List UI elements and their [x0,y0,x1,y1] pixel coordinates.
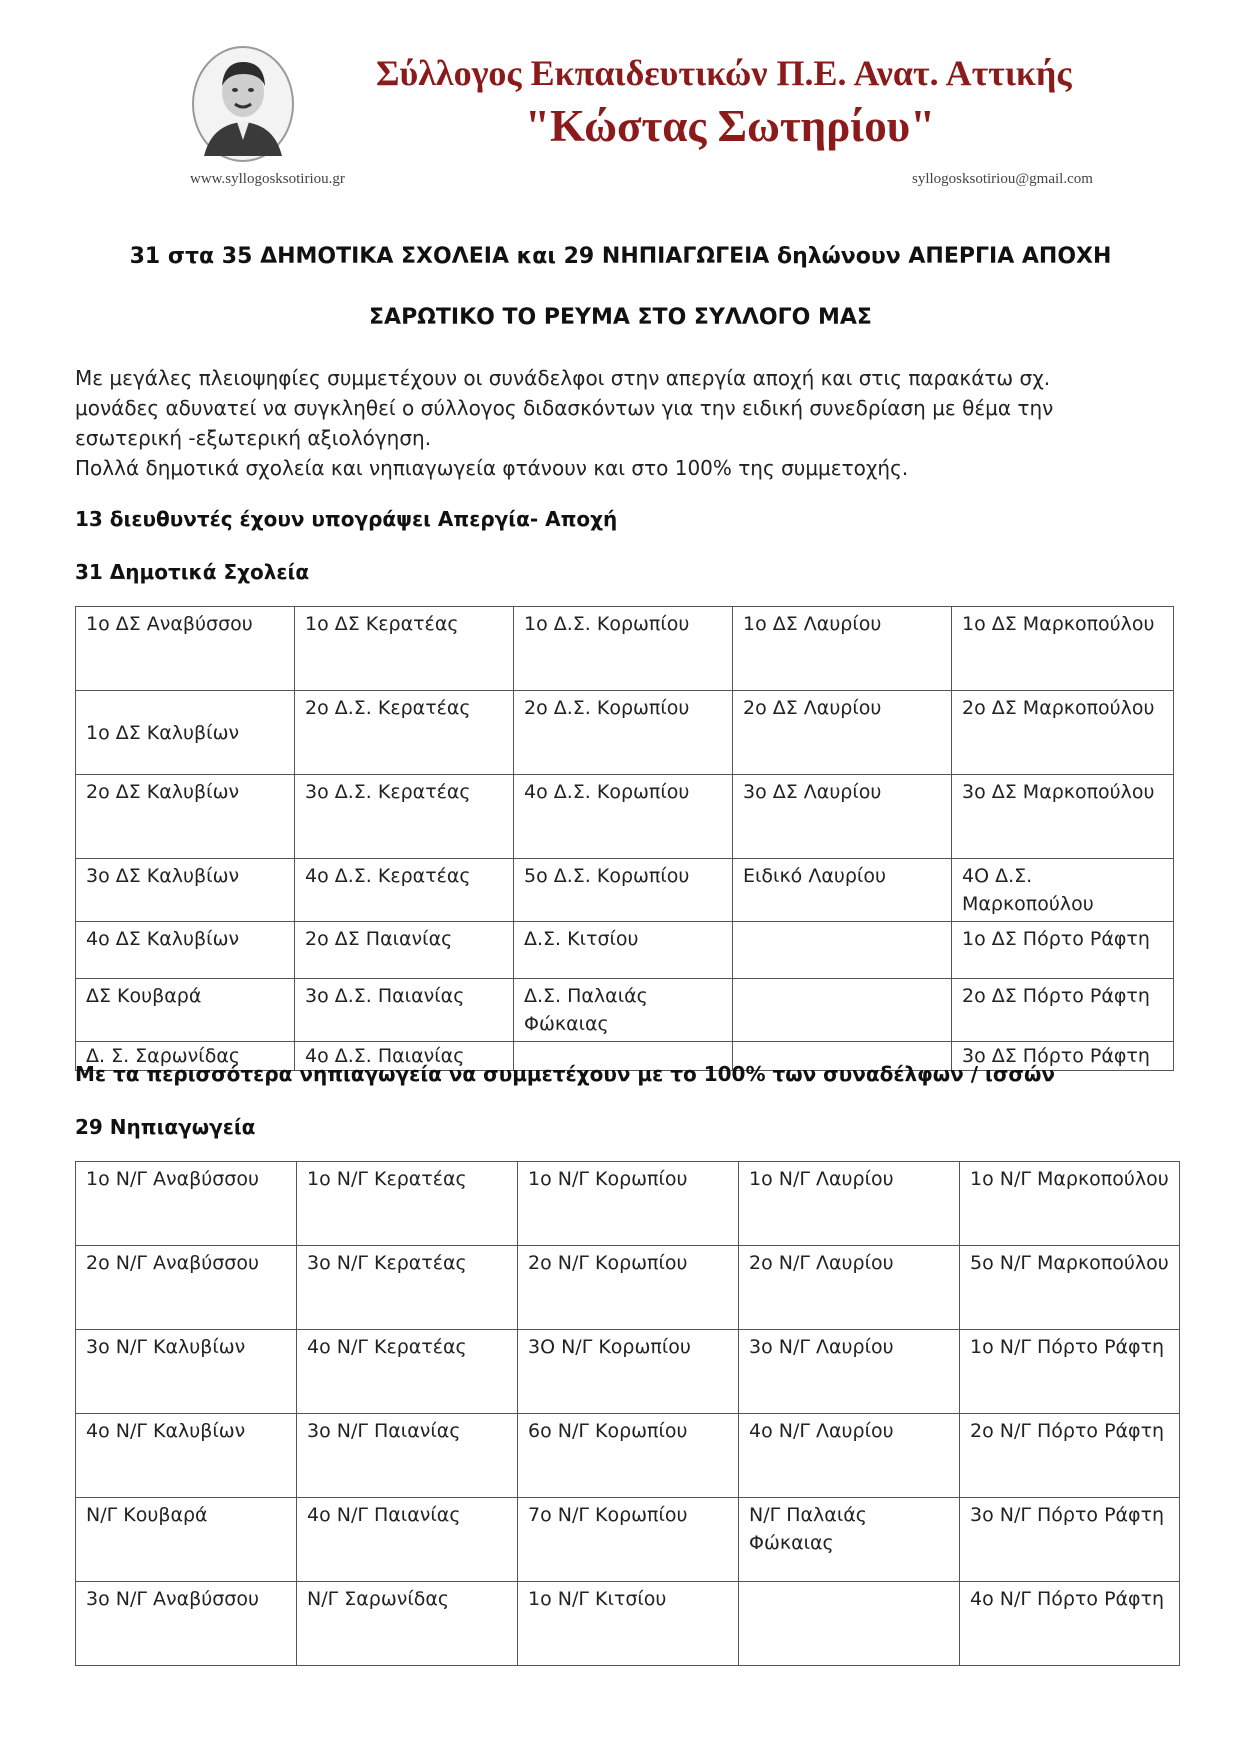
schools-heading: 31 Δημοτικά Σχολεία [75,560,310,584]
table-cell: 3ο ΔΣ Λαυρίου [733,775,952,859]
table-cell: 1ο Ν/Γ Μαρκοπούλου [960,1162,1180,1246]
intro-line: μονάδες αδυνατεί να συγκληθεί ο σύλλογος διδασκόντων για την ειδική συνεδρίαση με θέμα την [75,396,1054,420]
table-cell [733,922,952,979]
table-row [76,1498,1180,1582]
table-cell: 2ο ΔΣ Πόρτο Ράφτη [952,979,1174,1042]
table-cell: 2ο ΔΣ Καλυβίων [76,775,295,859]
table-cell: ΔΣ Κουβαρά [76,979,295,1042]
intro-line: εσωτερική -εξωτερική αξιολόγηση. [75,426,432,450]
table-cell: 2ο Δ.Σ. Κορωπίου [514,691,733,775]
table-cell: 1ο Ν/Γ Λαυρίου [739,1162,960,1246]
table-cell: 4ο Δ.Σ. Παιανίας [295,1042,514,1071]
table-cell: 1ο ΔΣ Λαυρίου [733,607,952,691]
table-cell: 2ο Ν/Γ Αναβύσσου [76,1246,297,1330]
table-cell: 1ο ΔΣ Κερατέας [295,607,514,691]
table-cell: 2ο Ν/Γ Λαυρίου [739,1246,960,1330]
table-cell: 2ο Ν/Γ Κορωπίου [518,1246,739,1330]
table-cell: 1ο ΔΣ Αναβύσσου [76,607,295,691]
table-row [76,1162,1180,1246]
table-cell: Δ. Σ. Σαρωνίδας [76,1042,295,1071]
table-cell: Δ.Σ. Παλαιάς Φώκαιας [514,979,733,1042]
table-cell: 1ο ΔΣ Πόρτο Ράφτη [952,922,1174,979]
table-row [76,859,1174,922]
table-cell: 1ο Ν/Γ Πόρτο Ράφτη [960,1330,1180,1414]
table-cell: 4ο Ν/Γ Πόρτο Ράφτη [960,1582,1180,1666]
table-row [76,1582,1180,1666]
table-row [76,922,1174,979]
table-cell [733,979,952,1042]
intro-line: Πολλά δημοτικά σχολεία και νηπιαγωγεία φτάνουν και στο 100% της συμμετοχής. [75,456,909,480]
table-row [76,691,1174,775]
table-cell: 7ο Ν/Γ Κορωπίου [518,1498,739,1582]
table-cell: 4ο ΔΣ Καλυβίων [76,922,295,979]
table-cell: 6ο Ν/Γ Κορωπίου [518,1414,739,1498]
table-cell: Ειδικό Λαυρίου [733,859,952,922]
website-url[interactable]: www.syllogosksotiriou.gr [190,171,345,187]
table-row [76,1246,1180,1330]
table-cell: Ν/Γ Κουβαρά [76,1498,297,1582]
founder-portrait-logo [190,44,296,164]
table-cell: Ν/Γ Παλαιάς Φώκαιας [739,1498,960,1582]
table-cell: 3ο Δ.Σ. Παιανίας [295,979,514,1042]
table-cell: 3ο Ν/Γ Πόρτο Ράφτη [960,1498,1180,1582]
contact-email[interactable]: syllogosksotiriou@gmail.com [912,171,1093,187]
schools-table [75,606,1174,1071]
table-cell: 4ο Δ.Σ. Κορωπίου [514,775,733,859]
kindergartens-note: Με τα περισσότερα νηπιαγωγεία να συμμετέχουν με το 100% των συναδέλφων / ισσών [75,1062,1055,1086]
table-cell: 2ο ΔΣ Λαυρίου [733,691,952,775]
table-cell: 3ο Ν/Γ Λαυρίου [739,1330,960,1414]
table-cell: 1ο Ν/Γ Κορωπίου [518,1162,739,1246]
table-cell: 2ο Δ.Σ. Κερατέας [295,691,514,775]
directors-note: 13 διευθυντές έχουν υπογράψει Απεργία- Αποχή [75,507,618,531]
table-cell: 1ο Ν/Γ Κιτσίου [518,1582,739,1666]
table-cell: 4ο Ν/Γ Καλυβίων [76,1414,297,1498]
table-cell: 3ο Ν/Γ Αναβύσσου [76,1582,297,1666]
table-cell: Ν/Γ Σαρωνίδας [297,1582,518,1666]
table-cell: 5ο Δ.Σ. Κορωπίου [514,859,733,922]
intro-paragraph [75,363,1185,483]
table-cell: 3ο ΔΣ Πόρτο Ράφτη [952,1042,1174,1071]
table-cell: 4ο Ν/Γ Κερατέας [297,1330,518,1414]
table-row [76,775,1174,859]
table-row [76,607,1174,691]
table-cell: 4Ο Δ.Σ. Μαρκοπούλου [952,859,1174,922]
main-title: 31 στα 35 ΔΗΜΟΤΙΚΑ ΣΧΟΛΕΙΑ και 29 ΝΗΠΙΑΓΩΓΕΙΑ δηλώνουν ΑΠΕΡΓΙΑ ΑΠΟΧΗ [129,244,1112,269]
table-cell: 3ο Ν/Γ Παιανίας [297,1414,518,1498]
table-row [76,1330,1180,1414]
kindergartens-table [75,1161,1180,1666]
table-cell: 4ο Δ.Σ. Κερατέας [295,859,514,922]
sub-title: ΣΑΡΩΤΙΚΟ ΤΟ ΡΕΥΜΑ ΣΤΟ ΣΥΛΛΟΓΟ ΜΑΣ [369,305,872,330]
table-cell: 4ο Ν/Γ Λαυρίου [739,1414,960,1498]
table-cell [739,1582,960,1666]
table-cell: 4ο Ν/Γ Παιανίας [297,1498,518,1582]
table-row [76,979,1174,1042]
table-cell: Δ.Σ. Κιτσίου [514,922,733,979]
organization-subtitle: "Κώστας Σωτηρίου" [525,101,936,151]
table-cell: 3ο Ν/Γ Κερατέας [297,1246,518,1330]
table-cell: 2ο Ν/Γ Πόρτο Ράφτη [960,1414,1180,1498]
kindergartens-heading: 29 Νηπιαγωγεία [75,1115,256,1139]
table-cell: 2ο ΔΣ Παιανίας [295,922,514,979]
table-cell: 3ο Ν/Γ Καλυβίων [76,1330,297,1414]
table-cell: 3ο ΔΣ Καλυβίων [76,859,295,922]
table-cell: 3ο Δ.Σ. Κερατέας [295,775,514,859]
table-cell: 2ο ΔΣ Μαρκοπούλου [952,691,1174,775]
table-cell: 3ο ΔΣ Μαρκοπούλου [952,775,1174,859]
table-cell: 1ο ΔΣ Μαρκοπούλου [952,607,1174,691]
table-cell: 1ο Ν/Γ Κερατέας [297,1162,518,1246]
table-cell: 3Ο Ν/Γ Κορωπίου [518,1330,739,1414]
table-cell: 1ο Ν/Γ Αναβύσσου [76,1162,297,1246]
table-cell: 1ο ΔΣ Καλυβίων [76,691,295,775]
intro-line: Με μεγάλες πλειοψηφίες συμμετέχουν οι συνάδελφοι στην απεργία αποχή και στις παρακάτω σχ. [75,366,1051,390]
table-cell: 1ο Δ.Σ. Κορωπίου [514,607,733,691]
organization-name: Σύλλογος Εκπαιδευτικών Π.Ε. Ανατ. Αττικής [376,53,1072,93]
table-row [76,1414,1180,1498]
table-cell: 5ο Ν/Γ Μαρκοπούλου [960,1246,1180,1330]
